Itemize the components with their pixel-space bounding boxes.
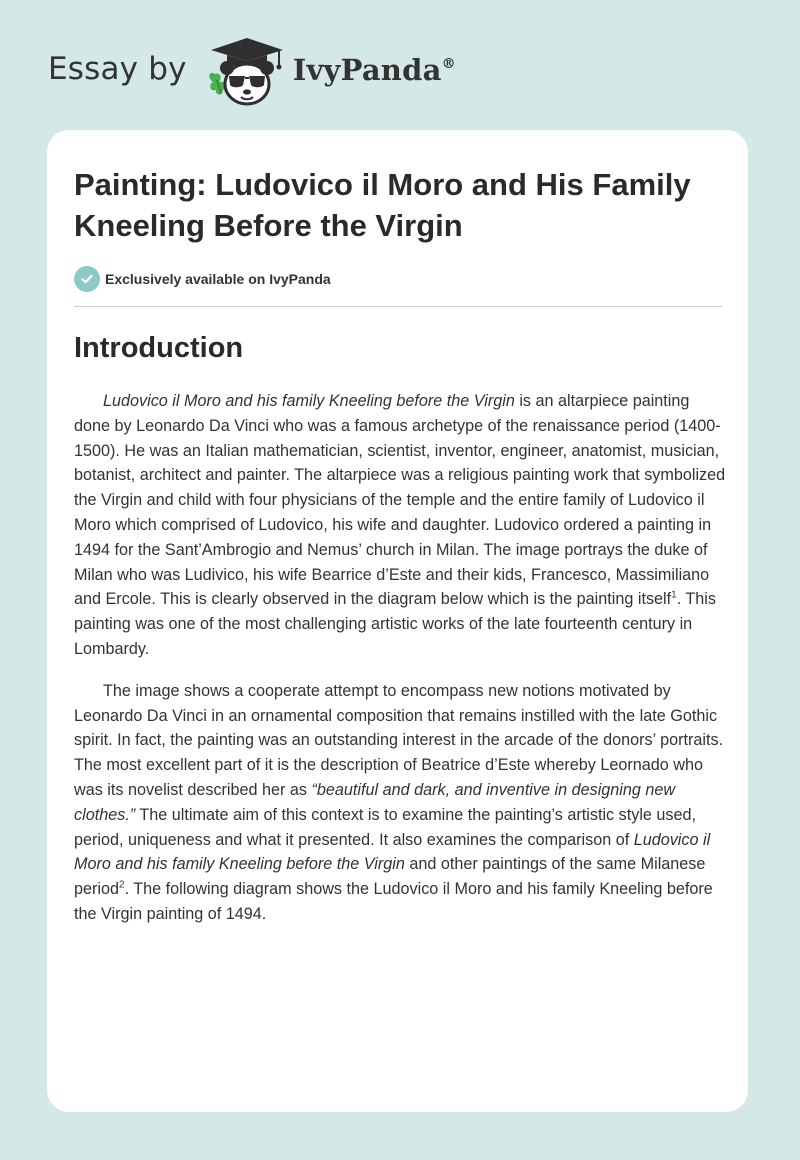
registered-mark: ® (441, 56, 456, 72)
italic-text: “beautiful and dark, and inventive in designing new clothes.” (74, 780, 676, 824)
panda-graduate-logo-icon[interactable] (201, 36, 289, 108)
section-heading-introduction: Introduction (74, 332, 244, 364)
paragraph-2 (74, 679, 726, 927)
brand-name[interactable] (293, 53, 456, 87)
paragraph-text: and other paintings of the same Milanese period (74, 855, 706, 899)
essay-by-label: Essay by (48, 51, 187, 87)
footnote-ref[interactable]: 2 (119, 879, 125, 891)
paragraph-text: The ultimate aim of this context is to examine the painting’s artistic style used, period, uniqueness and what it presented. It also examines the comparison of (74, 805, 697, 849)
page-title: Painting: Ludovico il Moro and His Family Kneeling Before the Virgin (74, 167, 691, 243)
paragraph-text: is an altarpiece painting done by Leonardo Da Vinci who was a famous archetype of the renaissance period (1400-1500). He was an Italian mathematician, scientist, inventor, engineer, anatomist, musician, botanist, architect and painter. The altarpiece was a religious painting work that symbolized the Virgin and child with four physicians of the temple and the entire family of Ludovico il Moro which comprised of Ludovico, his wife and daughter. Ludovico ordered a painting in 1494 for the Sant’Ambrogio and Nemus’ church in Milan. The image portrays the duke of Milan who was Ludivico, his wife Bearrice d’Este and their kids, Francesco, Massimiliano and Ercole. This is clearly observed in the diagram below which is the painting itself (74, 392, 726, 609)
paragraph-text: . The following diagram shows the Ludovico il Moro and his family Kneeling before the Virgin painting of 1494. (74, 880, 713, 923)
exclusive-badge (74, 266, 722, 292)
paragraph-1 (74, 389, 726, 662)
divider (74, 306, 722, 307)
site-header (48, 36, 456, 108)
paragraph-text: The image shows a cooperate attempt to encompass new notions motivated by Leonardo Da Vinci in an ornamental composition that remains instilled with the late Gothic spirit. In fact, the painting was an outstanding interest in the arcade of the donors’ portraits. The most excellent part of it is the description of Beatrice d’Este whereby Leornado who was its novelist described her as (74, 681, 724, 799)
italic-text: Ludovico il Moro and his family Kneeling before the Virgin (74, 830, 711, 874)
brand-name-text: IvyPanda (292, 53, 442, 87)
check-circle-icon (74, 266, 100, 292)
italic-text: Ludovico il Moro and his family Kneeling before the Virgin (103, 392, 515, 410)
essay-card (47, 130, 748, 1112)
footnote-ref[interactable]: 1 (671, 589, 677, 601)
exclusive-badge-label: Exclusively available on IvyPanda (105, 271, 331, 287)
paragraph-text: . This painting was one of the most challenging artistic works of the late fourteenth century in Lombardy. (74, 590, 717, 658)
